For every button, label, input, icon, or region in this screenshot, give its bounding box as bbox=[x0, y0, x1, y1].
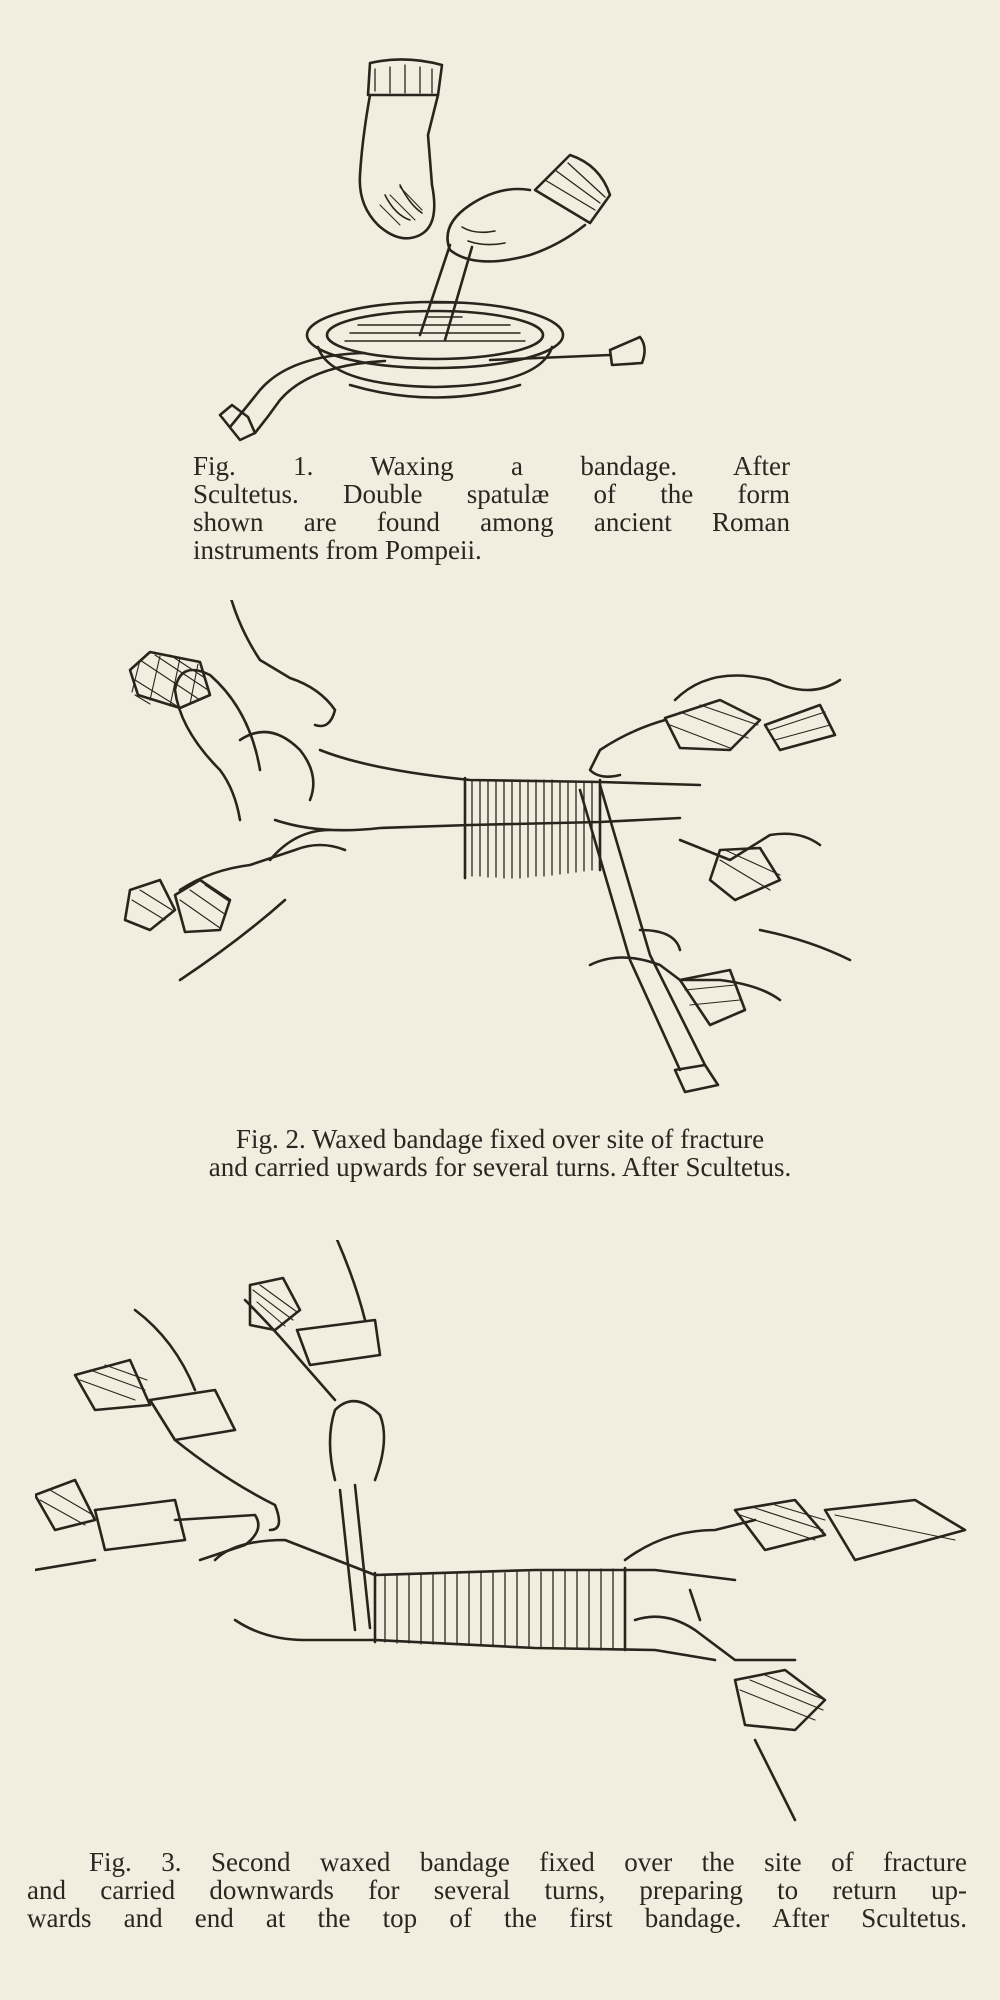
figure-1-illustration bbox=[200, 55, 660, 445]
caption-line: and carried downwards for several turns, preparing to return up- bbox=[27, 1875, 967, 1905]
figure-2-illustration bbox=[120, 600, 890, 1120]
caption-line: shown are found among ancient Roman bbox=[193, 507, 790, 537]
caption-line: instruments from Pompeii. bbox=[193, 535, 482, 565]
figure-3-caption bbox=[27, 1848, 967, 1932]
caption-line: Scultetus. Double spatulæ of the form bbox=[193, 479, 790, 509]
figure-1-caption bbox=[193, 452, 790, 564]
caption-line: Fig. 2. Waxed bandage fixed over site of fracture bbox=[235, 1124, 765, 1154]
caption-line: and carried upwards for several turns. After Scultetus. bbox=[208, 1152, 792, 1182]
caption-line: Fig. 3. Second waxed bandage fixed over the site of fracture bbox=[89, 1847, 967, 1877]
figure-2-caption bbox=[100, 1125, 900, 1181]
caption-line: wards and end at the top of the first bandage. After Scultetus. bbox=[27, 1903, 967, 1933]
caption-line: Fig. 1. Waxing a bandage. After bbox=[193, 451, 790, 481]
figure-3-illustration bbox=[35, 1240, 975, 1840]
